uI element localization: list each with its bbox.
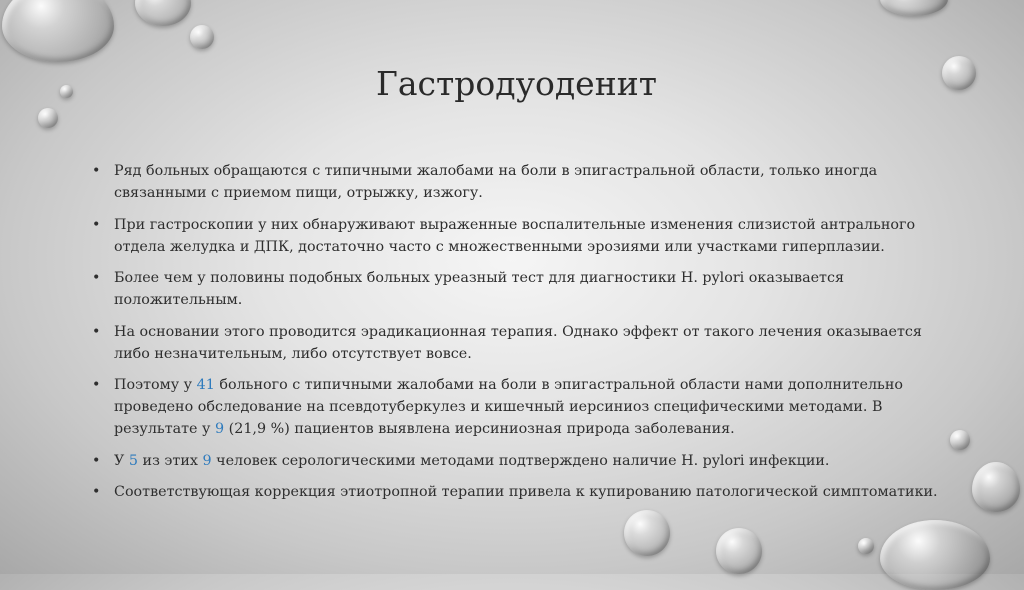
bullet-marker: • (92, 163, 101, 179)
water-drop-decoration (190, 25, 214, 49)
water-drop-decoration (972, 462, 1020, 512)
slide-title: Гастродуоденит (376, 64, 657, 103)
text-fragment: из этих (138, 452, 203, 469)
list-item (90, 160, 940, 204)
bullet-marker: • (92, 377, 101, 393)
water-drop-decoration (60, 85, 73, 98)
water-drop-decoration (942, 56, 976, 90)
bullet-text (114, 377, 903, 437)
text-fragment: человек серологическими методами подтверждено наличие H. pylori инфекции. (211, 452, 830, 469)
text-fragment: У (114, 452, 129, 469)
list-item (90, 450, 940, 472)
highlighted-number: 9 (215, 421, 225, 437)
bullet-text: Ряд больных обращаются с типичными жалобами на боли в эпигастральной области, только иногда связанными с приемом пищи, отрыжку, изжогу. (114, 163, 878, 201)
bullet-marker: • (92, 484, 101, 500)
list-item (90, 374, 940, 440)
water-drop-decoration (950, 430, 970, 450)
bullet-marker: • (92, 270, 101, 286)
water-drop-decoration (858, 538, 874, 554)
water-drop-decoration (624, 510, 670, 556)
water-drop-decoration (135, 0, 191, 26)
water-drop-decoration (880, 520, 990, 590)
water-drop-decoration (2, 0, 114, 62)
list-item (90, 267, 940, 311)
bullet-marker: • (92, 323, 101, 340)
list-item (90, 321, 940, 365)
bullet-list (90, 160, 940, 513)
list-item (90, 481, 940, 503)
water-drop-decoration (880, 0, 948, 16)
water-drop-decoration (716, 528, 762, 574)
water-drop-decoration (38, 108, 58, 128)
text-fragment: Поэтому у (114, 377, 197, 393)
text-fragment: больного с типичными жалобами на боли в эпигастральной области нами дополнительно проведено обследование на псевдотуберкулез и кишечный иерсиниоз специфическими методами. В результате у (114, 377, 903, 437)
bullet-text: Соответствующая коррекция этиотропной терапии привела к купированию патологической симптоматики. (114, 484, 938, 500)
highlighted-number: 5 (128, 452, 138, 469)
bullet-marker: • (92, 216, 101, 233)
bullet-marker: • (92, 452, 101, 469)
text-fragment: (21,9 %) пациентов выявлена иерсиниозная природа заболевания. (224, 421, 735, 437)
highlighted-number: 41 (196, 377, 215, 393)
bullet-text: На основании этого проводится эрадикационная терапия. Однако эффект от такого лечения оказывается либо незначительным, либо отсутствует вовсе. (114, 323, 922, 362)
highlighted-number: 9 (202, 452, 212, 469)
bullet-text (114, 453, 829, 469)
bullet-text: При гастроскопии у них обнаруживают выраженные воспалительные изменения слизистой антрального отдела желудка и ДПК, достаточно часто с множественными эрозиями или участками гиперплазии. (114, 216, 916, 255)
bullet-text: Более чем у половины подобных больных уреазный тест для диагностики H. pylori оказывается положительным. (114, 270, 844, 308)
list-item (90, 214, 940, 258)
